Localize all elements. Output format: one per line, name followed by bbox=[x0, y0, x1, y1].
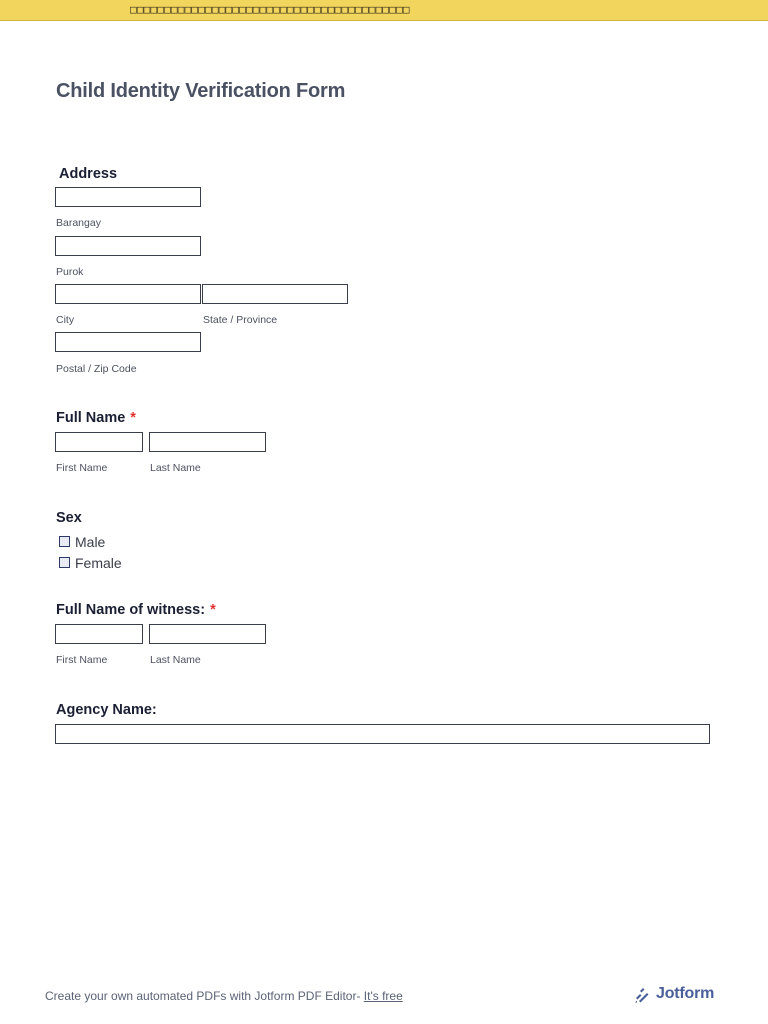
footer-text bbox=[45, 989, 403, 1003]
witness-first-name-sublabel: First Name bbox=[56, 654, 108, 666]
witness-first-name-input[interactable] bbox=[55, 624, 143, 644]
last-name-input[interactable] bbox=[149, 432, 266, 452]
address-label: Address bbox=[59, 166, 118, 182]
footer-message: Create your own automated PDFs with Jotform PDF Editor- bbox=[45, 989, 364, 1003]
top-banner bbox=[0, 0, 768, 21]
postal-sublabel: Postal / Zip Code bbox=[56, 363, 137, 375]
female-checkbox[interactable] bbox=[59, 557, 70, 568]
banner-text: □□□□□□□□□□□□□□□□□□□□□□□□□□□□□□□□□□□□□□□□□ bbox=[130, 3, 410, 16]
male-option-label: Male bbox=[75, 534, 106, 550]
witness-name-label bbox=[56, 602, 216, 618]
state-sublabel: State / Province bbox=[203, 314, 278, 326]
jotform-brand-text: Jotform bbox=[656, 985, 715, 1002]
purok-sublabel: Purok bbox=[56, 266, 84, 278]
agency-name-input[interactable] bbox=[55, 724, 710, 744]
last-name-sublabel: Last Name bbox=[150, 462, 201, 474]
purok-input[interactable] bbox=[55, 236, 201, 256]
female-option-label: Female bbox=[75, 555, 122, 571]
sex-label: Sex bbox=[56, 510, 82, 526]
footer-link[interactable]: It's free bbox=[363, 989, 403, 1003]
full-name-label-text: Full Name bbox=[56, 410, 126, 426]
agency-name-label: Agency Name: bbox=[56, 702, 157, 718]
jotform-icon bbox=[634, 987, 650, 1003]
form-title: Child Identity Verification Form bbox=[56, 80, 346, 102]
required-mark: * bbox=[130, 410, 136, 426]
witness-name-label-text: Full Name of witness: bbox=[56, 602, 206, 618]
male-checkbox[interactable] bbox=[59, 536, 70, 547]
city-sublabel: City bbox=[56, 314, 75, 326]
witness-last-name-input[interactable] bbox=[149, 624, 266, 644]
city-input[interactable] bbox=[55, 284, 201, 304]
state-input[interactable] bbox=[202, 284, 348, 304]
witness-last-name-sublabel: Last Name bbox=[150, 654, 201, 666]
full-name-label bbox=[56, 410, 136, 426]
barangay-input[interactable] bbox=[55, 187, 201, 207]
first-name-input[interactable] bbox=[55, 432, 143, 452]
first-name-sublabel: First Name bbox=[56, 462, 108, 474]
barangay-sublabel: Barangay bbox=[56, 217, 101, 229]
required-mark: * bbox=[210, 602, 216, 618]
postal-input[interactable] bbox=[55, 332, 201, 352]
